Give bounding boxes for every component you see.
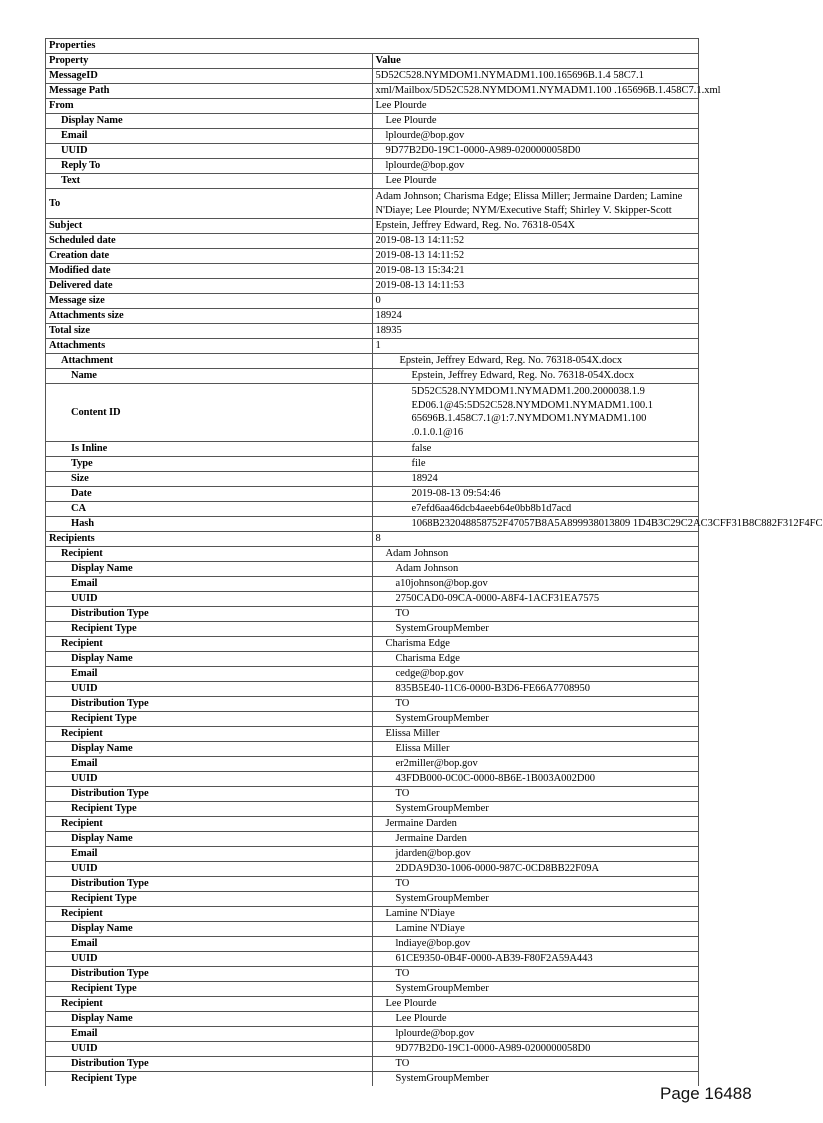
property-value: SystemGroupMember (372, 891, 699, 906)
property-value: 18924 (372, 471, 699, 486)
property-label: Recipient (46, 906, 373, 921)
property-label: Recipient Type (46, 801, 373, 816)
table-row (46, 576, 699, 591)
property-label: Recipient Type (46, 1071, 373, 1086)
value-line: 5D52C528.NYMDOM1.NYMADM1.200.2000038.1.9 (411, 386, 645, 398)
table-row (46, 219, 699, 234)
table-row (46, 621, 699, 636)
property-value: Jermaine Darden (372, 831, 699, 846)
property-value: xml/Mailbox/5D52C528.NYMDOM1.NYMADM1.100 .165696B.1.458C7.1.xml (372, 84, 699, 99)
property-value: SystemGroupMember (372, 1071, 699, 1086)
property-value: er2miller@bop.gov (372, 756, 699, 771)
property-value: Charisma Edge (372, 651, 699, 666)
property-label: Email (46, 936, 373, 951)
table-row (46, 666, 699, 681)
property-value: Lamine N'Diaye (372, 906, 699, 921)
table-row (46, 936, 699, 951)
property-value: SystemGroupMember (372, 711, 699, 726)
property-label: From (46, 99, 373, 114)
property-value: e7efd6aa46dcb4aeeb64e0bb8b1d7acd (372, 501, 699, 516)
property-label: Attachments size (46, 309, 373, 324)
property-value: 43FDB000-0C0C-0000-8B6E-1B003A002D00 (372, 771, 699, 786)
property-value: Lee Plourde (372, 99, 699, 114)
property-label: Recipient (46, 636, 373, 651)
property-label: Attachments (46, 339, 373, 354)
table-row (46, 279, 699, 294)
table-row (46, 369, 699, 384)
table-row (46, 159, 699, 174)
property-value: cedge@bop.gov (372, 666, 699, 681)
property-value: TO (372, 966, 699, 981)
property-label: To (46, 189, 373, 219)
property-label: UUID (46, 1041, 373, 1056)
table-row (46, 801, 699, 816)
table-row (46, 891, 699, 906)
property-label: Type (46, 456, 373, 471)
property-value: 2019-08-13 09:54:46 (372, 486, 699, 501)
table-row (46, 294, 699, 309)
property-label: Display Name (46, 741, 373, 756)
property-value: 5D52C528.NYMDOM1.NYMADM1.100.165696B.1.4 58C7.1 (372, 69, 699, 84)
property-value: 18935 (372, 324, 699, 339)
property-label: Size (46, 471, 373, 486)
table-row (46, 84, 699, 99)
property-value: false (372, 441, 699, 456)
table-row (46, 651, 699, 666)
property-value: TO (372, 876, 699, 891)
property-label: CA (46, 501, 373, 516)
property-label: Recipient (46, 546, 373, 561)
property-label: Email (46, 129, 373, 144)
table-row (46, 696, 699, 711)
property-label: Distribution Type (46, 966, 373, 981)
property-label: Delivered date (46, 279, 373, 294)
table-row (46, 741, 699, 756)
table-row (46, 384, 699, 441)
table-row (46, 876, 699, 891)
property-value: SystemGroupMember (372, 981, 699, 996)
table-row (46, 234, 699, 249)
table-row (46, 144, 699, 159)
property-label: Distribution Type (46, 696, 373, 711)
property-label: Recipient (46, 996, 373, 1011)
property-label: Distribution Type (46, 876, 373, 891)
property-value: Charisma Edge (372, 636, 699, 651)
property-value: Lee Plourde (372, 996, 699, 1011)
property-label: UUID (46, 951, 373, 966)
property-label: UUID (46, 771, 373, 786)
property-label: Creation date (46, 249, 373, 264)
property-label: Display Name (46, 831, 373, 846)
property-value: Epstein, Jeffrey Edward, Reg. No. 76318-054X (372, 219, 699, 234)
table-row (46, 786, 699, 801)
property-value (372, 384, 699, 441)
property-label: Recipient Type (46, 711, 373, 726)
property-value: jdarden@bop.gov (372, 846, 699, 861)
properties-table (45, 38, 823, 1086)
property-value: lplourde@bop.gov (372, 129, 699, 144)
section-title-row (46, 39, 699, 54)
property-label: Display Name (46, 561, 373, 576)
table-row (46, 501, 699, 516)
table-row (46, 516, 699, 531)
table-row (46, 831, 699, 846)
property-value: Lee Plourde (372, 174, 699, 189)
property-value: TO (372, 1056, 699, 1071)
property-label: Message Path (46, 84, 373, 99)
property-value: 2019-08-13 14:11:53 (372, 279, 699, 294)
property-label: Name (46, 369, 373, 384)
property-value: 835B5E40-11C6-0000-B3D6-FE66A7708950 (372, 681, 699, 696)
property-label: Distribution Type (46, 606, 373, 621)
table-row (46, 264, 699, 279)
property-value: TO (372, 606, 699, 621)
table-row (46, 114, 699, 129)
property-label: Recipient Type (46, 981, 373, 996)
property-label: Email (46, 576, 373, 591)
table-row (46, 309, 699, 324)
value-line: ED06.1@45:5D52C528.NYMDOM1.NYMADM1.100.1 (411, 399, 654, 411)
table-row (46, 921, 699, 936)
table-row (46, 1056, 699, 1071)
table-row (46, 726, 699, 741)
property-value: 2019-08-13 14:11:52 (372, 249, 699, 264)
property-value: 2019-08-13 14:11:52 (372, 234, 699, 249)
property-label: Recipients (46, 531, 373, 546)
property-value: 9D77B2D0-19C1-0000-A989-0200000058D0 (372, 144, 699, 159)
property-label: UUID (46, 681, 373, 696)
table-row (46, 981, 699, 996)
section-title: Properties (46, 39, 699, 54)
property-value: Lamine N'Diaye (372, 921, 699, 936)
property-label: Recipient Type (46, 891, 373, 906)
table-row (46, 816, 699, 831)
property-label: Hash (46, 516, 373, 531)
property-value: lndiaye@bop.gov (372, 936, 699, 951)
value-line: 65696B.1.458C7.1@1:7.NYMDOM1.NYMADM1.100 .0.1.0.1@16 (411, 413, 647, 438)
property-value: Adam Johnson (372, 546, 699, 561)
property-value: 8 (372, 531, 699, 546)
property-value: lplourde@bop.gov (372, 1026, 699, 1041)
property-value: 18924 (372, 309, 699, 324)
table-row (46, 966, 699, 981)
table-row (46, 69, 699, 84)
property-label: Date (46, 486, 373, 501)
table-row (46, 486, 699, 501)
property-label: Scheduled date (46, 234, 373, 249)
property-value: SystemGroupMember (372, 801, 699, 816)
property-label: Is Inline (46, 441, 373, 456)
property-label: UUID (46, 144, 373, 159)
table-row (46, 756, 699, 771)
property-label: Display Name (46, 1011, 373, 1026)
table-row (46, 996, 699, 1011)
table-row (46, 531, 699, 546)
property-value: 2750CAD0-09CA-0000-A8F4-1ACF31EA7575 (372, 591, 699, 606)
table-row (46, 951, 699, 966)
property-label: Distribution Type (46, 1056, 373, 1071)
property-label: Email (46, 846, 373, 861)
property-value: SystemGroupMember (372, 621, 699, 636)
property-value: Adam Johnson (372, 561, 699, 576)
property-label: Display Name (46, 921, 373, 936)
property-label: Subject (46, 219, 373, 234)
property-value: Lee Plourde (372, 114, 699, 129)
table-row (46, 99, 699, 114)
table-row (46, 441, 699, 456)
table-row (46, 129, 699, 144)
table-row (46, 606, 699, 621)
property-label: Total size (46, 324, 373, 339)
property-value: 1 (372, 339, 699, 354)
property-value: 9D77B2D0-19C1-0000-A989-0200000058D0 (372, 1041, 699, 1056)
property-label: Display Name (46, 651, 373, 666)
property-value: Epstein, Jeffrey Edward, Reg. No. 76318-054X.docx (372, 354, 699, 369)
table-row (46, 324, 699, 339)
table-row (46, 354, 699, 369)
table-row (46, 339, 699, 354)
table-row (46, 189, 699, 219)
table-row (46, 846, 699, 861)
table-row (46, 1071, 699, 1086)
property-label: Attachment (46, 354, 373, 369)
table-row (46, 1026, 699, 1041)
header-row (46, 54, 699, 69)
table-row (46, 174, 699, 189)
table-row (46, 546, 699, 561)
table-row (46, 711, 699, 726)
column-header-value: Value (372, 54, 699, 69)
property-value: Lee Plourde (372, 1011, 699, 1026)
property-label: Message size (46, 294, 373, 309)
property-value: 1068B232048858752F47057B8A5A899938013809 1D4B3C29C2AC3CFF31B8C882F312F4FC (372, 516, 699, 531)
property-value: Epstein, Jeffrey Edward, Reg. No. 76318-054X.docx (372, 369, 699, 384)
property-label: Text (46, 174, 373, 189)
property-value: 2019-08-13 15:34:21 (372, 264, 699, 279)
property-value: Jermaine Darden (372, 816, 699, 831)
property-value: TO (372, 696, 699, 711)
column-header-property: Property (46, 54, 373, 69)
table-row (46, 471, 699, 486)
property-label: Reply To (46, 159, 373, 174)
property-label: Recipient (46, 726, 373, 741)
page-number: Page 16488 (660, 1084, 752, 1103)
table-row (46, 681, 699, 696)
property-label: Recipient Type (46, 621, 373, 636)
property-label: UUID (46, 861, 373, 876)
property-label: Distribution Type (46, 786, 373, 801)
table-row (46, 249, 699, 264)
property-label: UUID (46, 591, 373, 606)
table-row (46, 561, 699, 576)
property-value: 0 (372, 294, 699, 309)
table-row (46, 906, 699, 921)
property-value: a10johnson@bop.gov (372, 576, 699, 591)
property-value: file (372, 456, 699, 471)
property-value: Adam Johnson; Charisma Edge; Elissa Miller; Jermaine Darden; Lamine N'Diaye; Lee Plourde; NYM/Executive Staff; Shirley V. Skipper-Scott (372, 189, 699, 219)
property-label: Email (46, 666, 373, 681)
property-label: Display Name (46, 114, 373, 129)
table-row (46, 1041, 699, 1056)
table-row (46, 771, 699, 786)
table-row (46, 456, 699, 471)
property-value: lplourde@bop.gov (372, 159, 699, 174)
property-value: 61CE9350-0B4F-0000-AB39-F80F2A59A443 (372, 951, 699, 966)
table-row (46, 591, 699, 606)
table-row (46, 1011, 699, 1026)
property-label: MessageID (46, 69, 373, 84)
table-row (46, 636, 699, 651)
property-label: Modified date (46, 264, 373, 279)
property-label: Recipient (46, 816, 373, 831)
property-value: Elissa Miller (372, 726, 699, 741)
property-value: Elissa Miller (372, 741, 699, 756)
property-value: 2DDA9D30-1006-0000-987C-0CD8BB22F09A (372, 861, 699, 876)
property-label: Email (46, 1026, 373, 1041)
property-label: Content ID (46, 384, 373, 441)
table-row (46, 861, 699, 876)
property-value: TO (372, 786, 699, 801)
property-label: Email (46, 756, 373, 771)
